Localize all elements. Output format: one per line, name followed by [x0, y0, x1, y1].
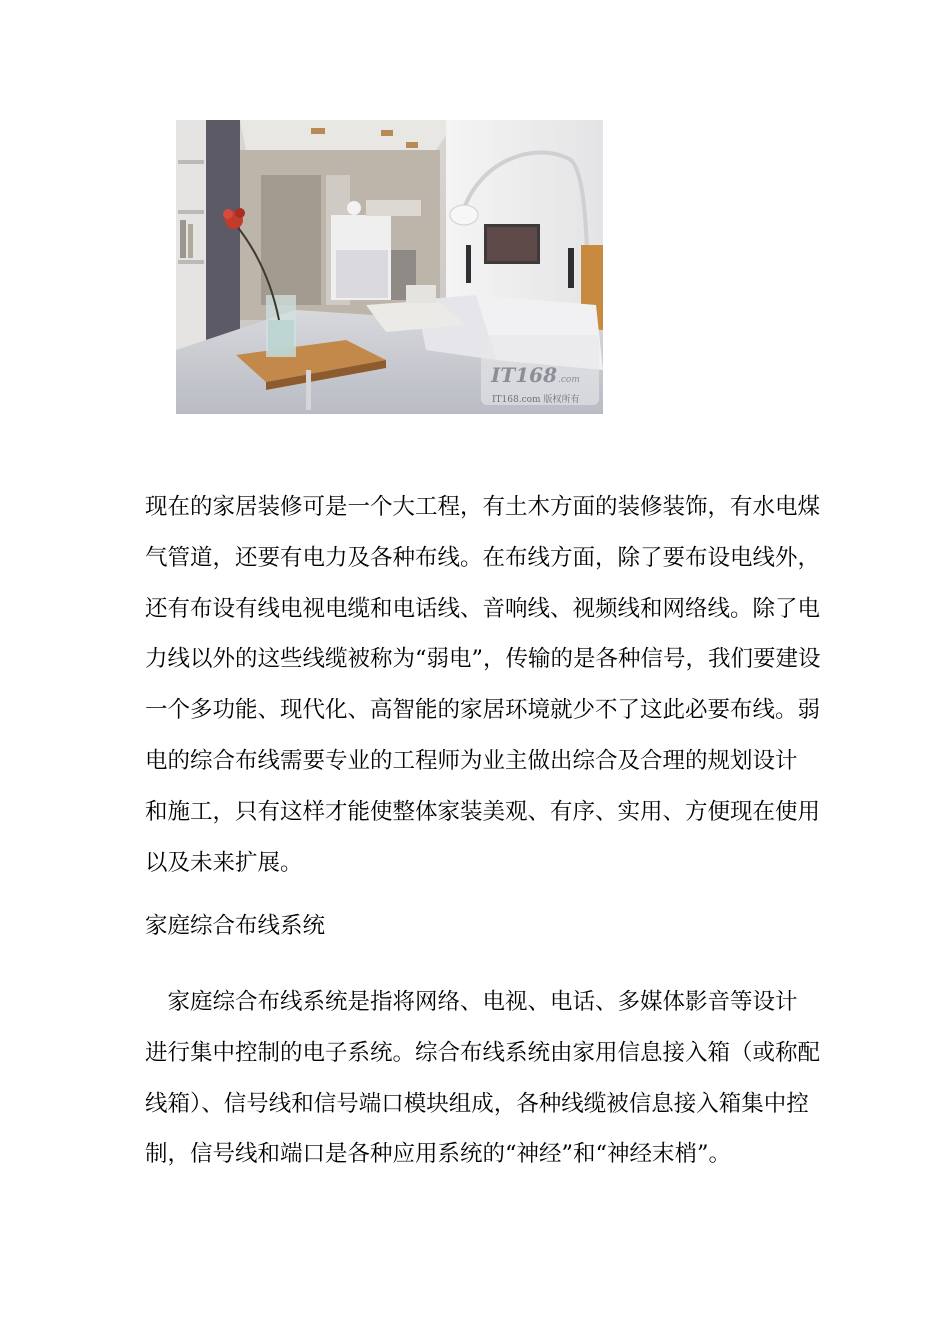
interior-photo — [176, 120, 603, 414]
section-heading: 家庭综合布线系统 — [145, 913, 326, 939]
paragraph-line: 制，信号线和端口是各种应用系统的“神经”和“神经末梢”。 — [145, 1141, 732, 1168]
paragraph-line: 和施工，只有这样才能使整体家装美观、有序、实用、方便现在使用 — [145, 798, 821, 825]
intro-paragraph — [145, 482, 821, 888]
paragraph-line: 一个多功能、现代化、高智能的家居环境就少不了这此必要布线。弱 — [145, 697, 821, 724]
paragraph-line: 以及未来扩展。 — [145, 849, 303, 876]
paragraph-line: 进行集中控制的电子系统。综合布线系统由家用信息接入箱（或称配 — [145, 1039, 821, 1066]
watermark-logo: IT168 — [491, 363, 557, 387]
system-paragraph — [145, 977, 821, 1180]
paragraph-line: 力线以外的这些线缆被称为“弱电”，传输的是各种信号，我们要建设 — [145, 646, 821, 673]
watermark-domain: .com — [558, 375, 580, 385]
paragraph-line: 线箱）、信号线和信号端口模块组成，各种线缆被信息接入箱集中控 — [145, 1090, 809, 1117]
paragraph-line: 气管道，还要有电力及各种布线。在布线方面，除了要布设电线外， — [145, 544, 821, 571]
paragraph-line: 电的综合布线需要专业的工程师为业主做出综合及合理的规划设计 — [145, 747, 798, 774]
paragraph-line: 现在的家居装修可是一个大工程，有土木方面的装修装饰，有水电煤 — [145, 494, 821, 520]
paragraph-line: 家庭综合布线系统是指将网络、电视、电话、多媒体影音等设计 — [145, 989, 798, 1015]
watermark-caption: IT168.com 版权所有 — [492, 395, 580, 405]
paragraph-line: 还有布设有线电视电缆和电话线、音响线、视频线和网络线。除了电 — [145, 595, 821, 622]
